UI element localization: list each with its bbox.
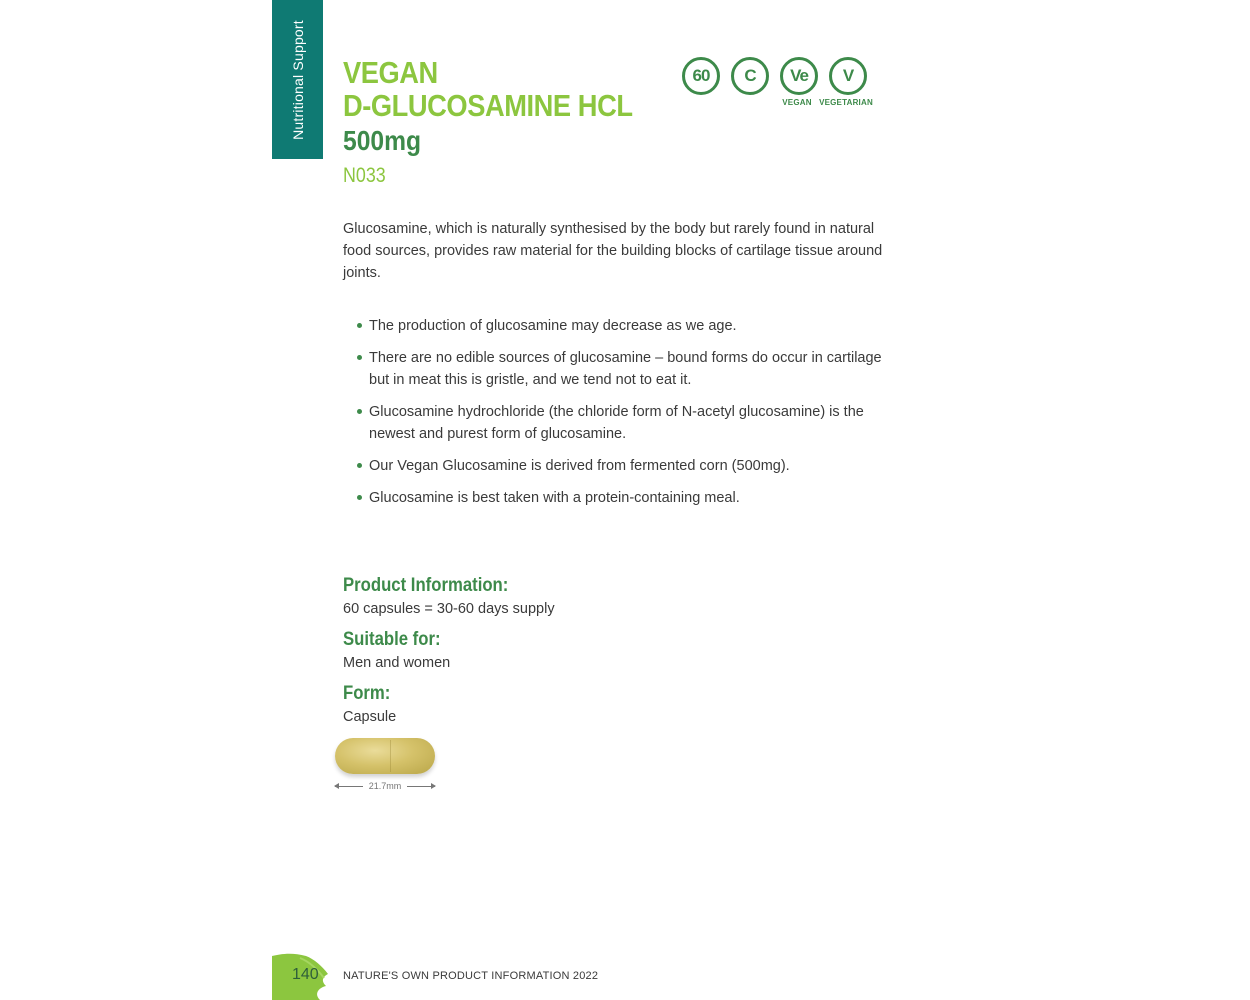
bullet-icon <box>357 409 362 414</box>
product-title-line-2: D-GLUCOSAMINE HCL <box>343 88 633 123</box>
benefit-text: Our Vegan Glucosamine is derived from fermented corn (500mg). <box>369 458 790 474</box>
form-heading: Form: <box>343 683 391 704</box>
bullet-icon <box>357 495 362 500</box>
bullet-icon <box>357 463 362 468</box>
page-number: 140 <box>292 966 319 983</box>
vegetarian-icon <box>829 57 867 95</box>
benefit-text: Glucosamine is best taken with a protein-containing meal. <box>369 490 740 506</box>
product-info-section <box>343 574 843 736</box>
footer-publication-title: NATURE'S OWN PRODUCT INFORMATION 2022 <box>343 970 599 982</box>
intro-paragraph: Glucosamine, which is naturally synthesised by the body but rarely found in natural food sources, provides raw material for the building blocks of cartilage tissue around joints. <box>343 221 883 281</box>
benefit-item <box>357 315 887 337</box>
benefit-item <box>357 401 887 445</box>
benefit-item <box>357 487 887 509</box>
benefit-text: The production of glucosamine may decrease as we age. <box>369 318 737 334</box>
product-info-heading: Product Information: <box>343 575 509 596</box>
vegan-badge-text: Ve <box>790 66 808 85</box>
benefit-list <box>357 315 887 519</box>
capsule-count-icon <box>682 57 720 95</box>
side-category-tab <box>272 0 323 159</box>
vegetarian-badge-text: V <box>842 66 854 85</box>
benefit-item <box>357 455 887 477</box>
capsule-type-badge-text: C <box>744 66 756 85</box>
product-title-block <box>343 56 672 190</box>
bullet-icon <box>357 323 362 328</box>
form-value: Capsule <box>343 709 397 725</box>
benefit-text: Glucosamine hydrochloride (the chloride form of N-acetyl glucosamine) is the newest and purest form of glucosamine. <box>369 404 864 442</box>
suitable-for-value: Men and women <box>343 655 451 671</box>
benefit-text: There are no edible sources of glucosamine – bound forms do occur in cartilage but in meat this is gristle, and we tend not to eat it. <box>369 350 882 388</box>
capsule-size-label: 21.7mm <box>363 780 407 792</box>
vegan-icon <box>780 57 818 95</box>
product-dose: 500mg <box>343 125 422 156</box>
capsule-type-icon <box>731 57 769 95</box>
vegan-badge-label: VEGAN <box>782 98 812 107</box>
side-category-label: Nutritional Support <box>289 19 306 140</box>
capsule-count-badge-text: 60 <box>692 66 710 85</box>
product-info-value: 60 capsules = 30-60 days supply <box>343 601 555 617</box>
capsule-illustration <box>333 736 439 796</box>
bullet-icon <box>357 355 362 360</box>
product-code: N033 <box>343 164 386 187</box>
capsule-image <box>335 738 435 774</box>
benefit-item <box>357 347 887 391</box>
vegetarian-badge-label: VEGETARIAN <box>819 98 873 107</box>
suitable-for-heading: Suitable for: <box>343 629 441 650</box>
product-title-line-1: VEGAN <box>343 55 438 90</box>
product-badges <box>682 57 872 109</box>
capsule-seam <box>390 740 391 772</box>
